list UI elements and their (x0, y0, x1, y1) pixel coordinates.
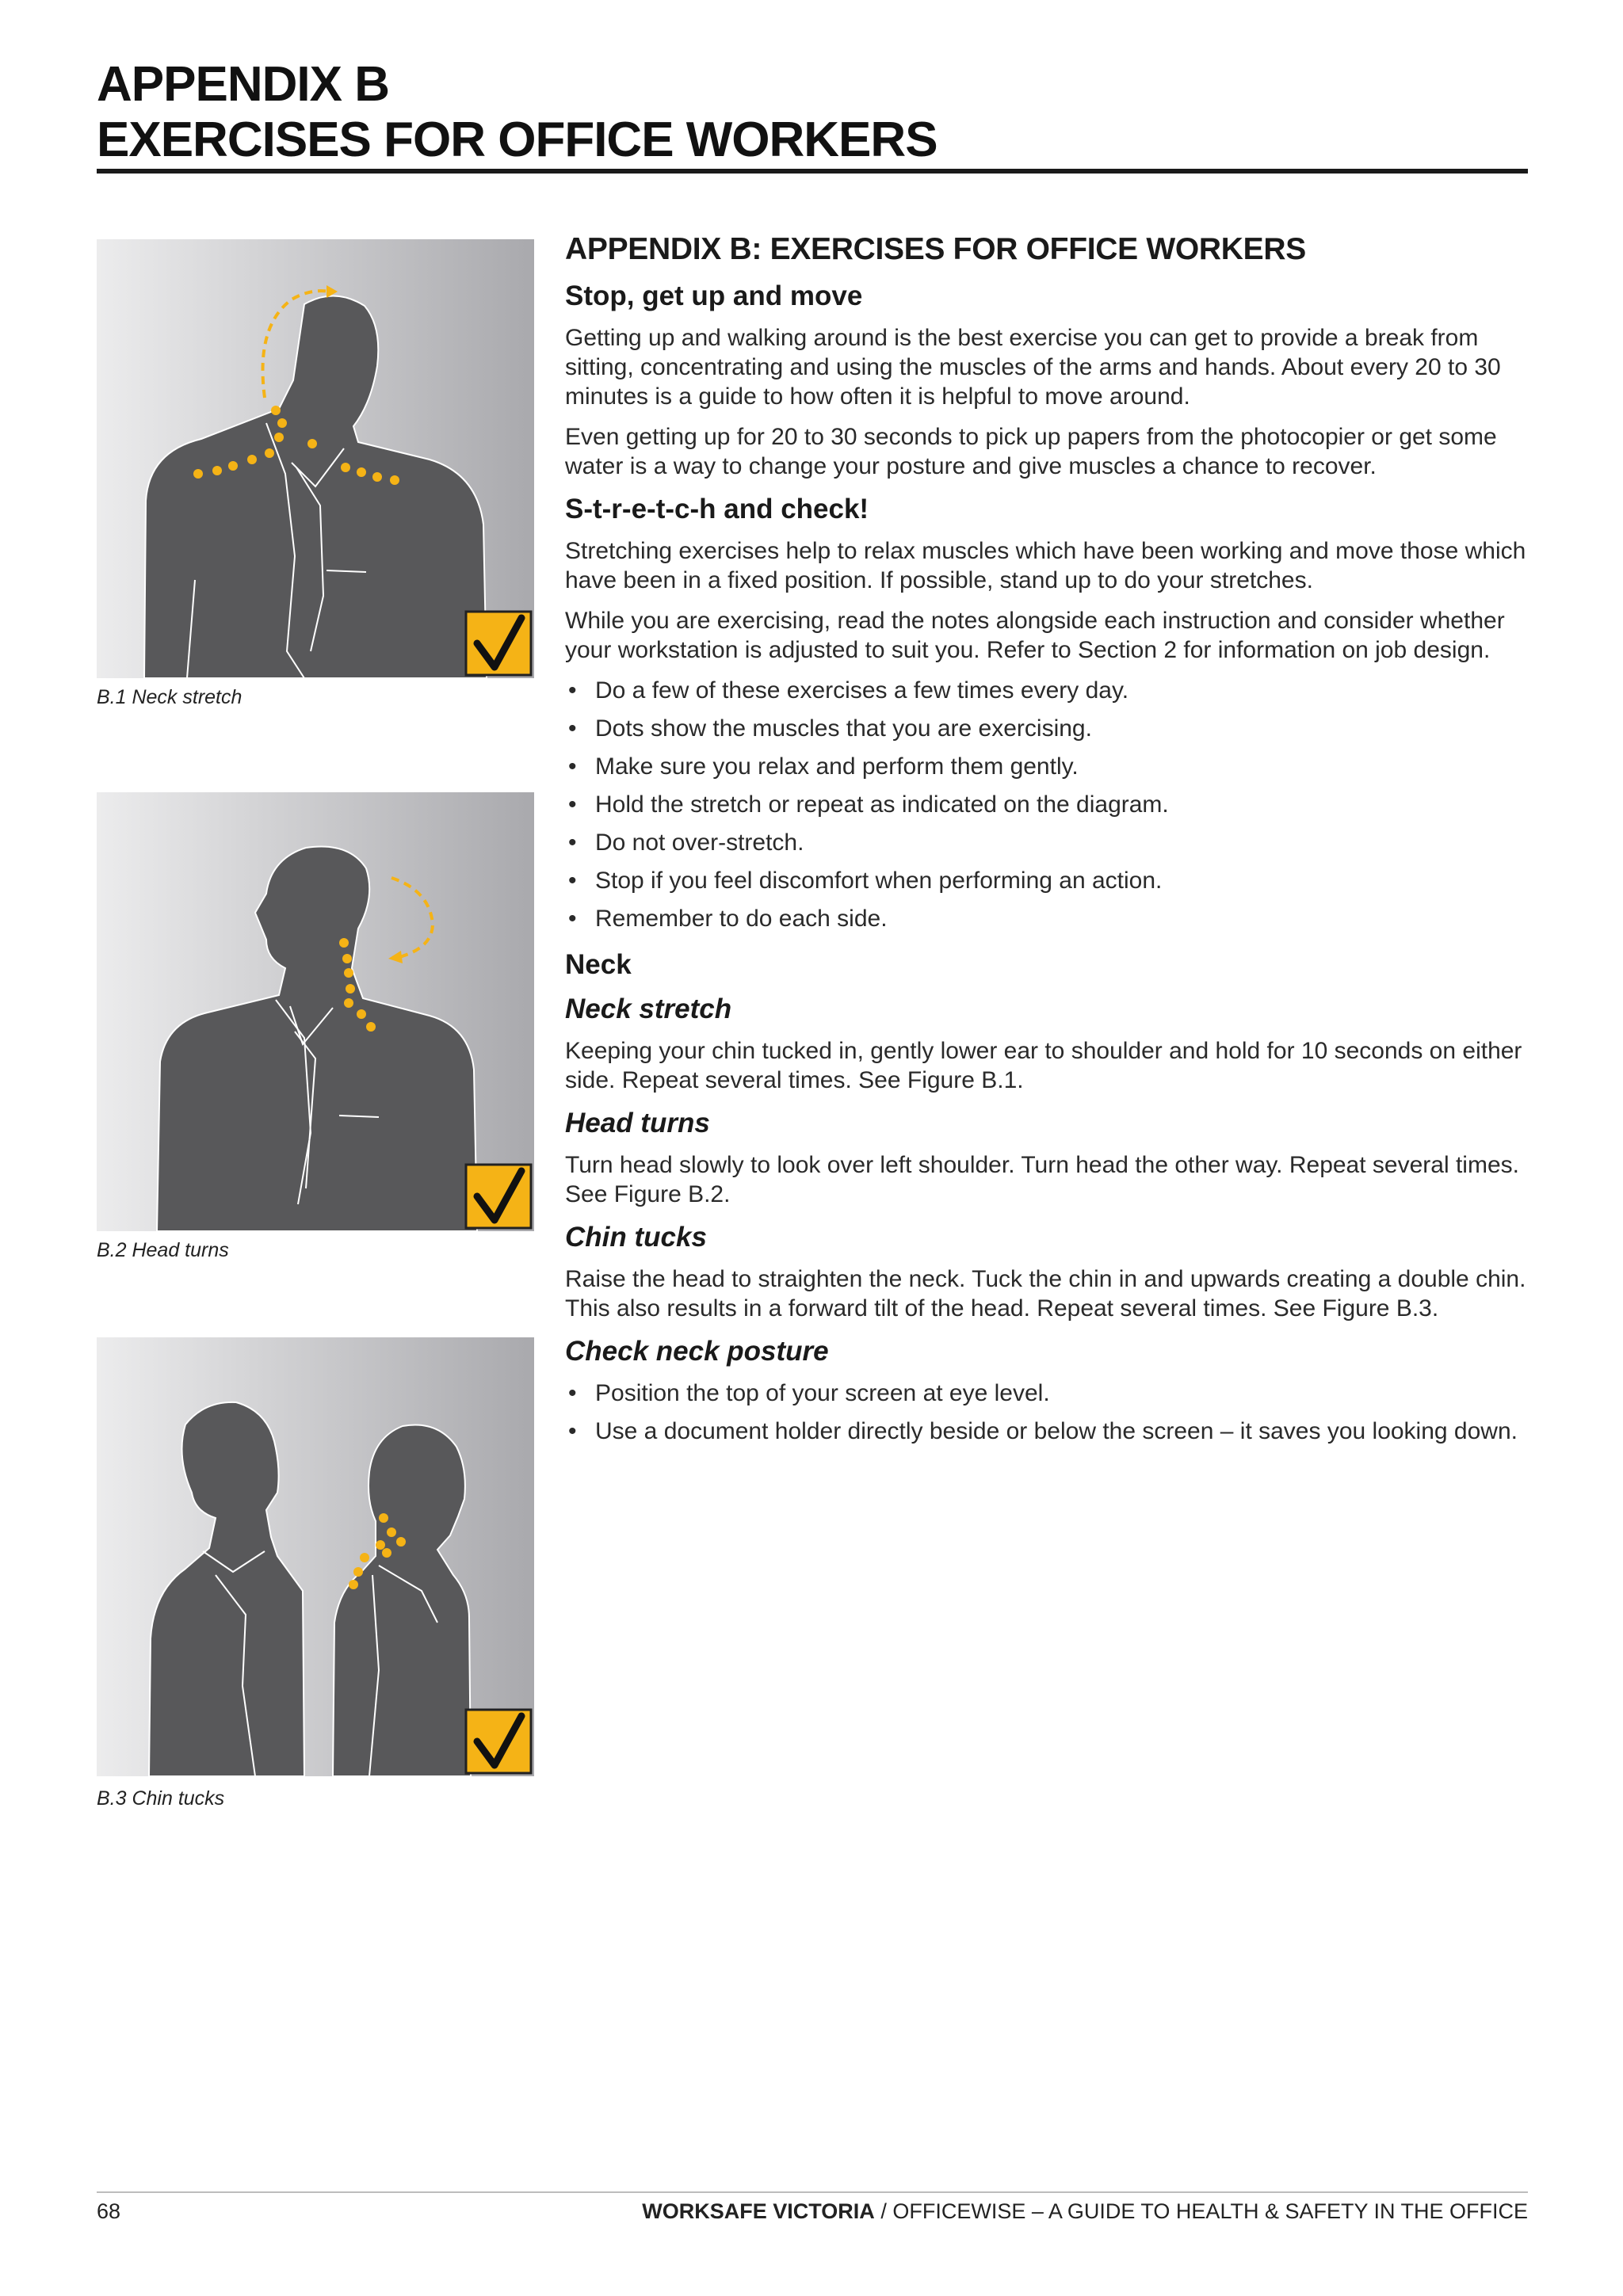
stretch-heading: S-t-r-e-t-c-h and check! (565, 494, 869, 524)
header-divider (97, 169, 1528, 174)
figure-caption-b1: B.1 Neck stretch (97, 686, 242, 708)
neck-stretch-heading: Neck stretch (565, 994, 732, 1024)
head-turns-heading: Head turns (565, 1108, 710, 1138)
check-mark-icon (466, 612, 531, 675)
main-content (565, 231, 1528, 1460)
stop-paragraph-2: Even getting up for 20 to 30 seconds to pick up papers from the photocopier or get some water is a way to change your posture and give muscles a chance to recover. (565, 424, 1497, 479)
stretch-paragraph-2: While you are exercising, read the notes alongside each instruction and consider whether your workstation is adjusted to suit you. Refer to Section 2 for information on job design. (565, 608, 1505, 663)
head-turns-illustration (97, 792, 534, 1231)
list-item: • Dots show the muscles that you are exercising. (568, 715, 1092, 742)
chin-tucks-heading: Chin tucks (565, 1222, 707, 1253)
figure-chin-tucks (97, 1337, 534, 1776)
section-heading: APPENDIX B: EXERCISES FOR OFFICE WORKERS (565, 232, 1306, 266)
stretch-paragraph-1: Stretching exercises help to relax muscles which have been working and move those which have been in a fixed position. If possible, stand up to do your stretches. (565, 538, 1526, 593)
stop-heading: Stop, get up and move (565, 280, 863, 311)
check-mark-icon (466, 1165, 531, 1228)
list-item: • Hold the stretch or repeat as indicated on the diagram. (568, 791, 1169, 818)
footer-separator: / (880, 2199, 887, 2223)
footer-publication (642, 2199, 1528, 2224)
figure-neck-stretch (97, 239, 534, 678)
list-item: • Do not over-stretch. (568, 830, 804, 856)
check-neck-posture-heading: Check neck posture (565, 1336, 829, 1367)
tips-list (565, 676, 1528, 933)
check-mark-icon (466, 1710, 531, 1773)
footer-title: OFFICEWISE – A GUIDE TO HEALTH & SAFETY IN THE OFFICE (892, 2199, 1528, 2223)
head-turns-paragraph: Turn head slowly to look over left shoulder. Turn head the other way. Repeat several times. See Figure B.2. (565, 1152, 1519, 1207)
figure-caption-b2: B.2 Head turns (97, 1239, 229, 1261)
figure-head-turns (97, 792, 534, 1231)
chin-tucks-paragraph: Raise the head to straighten the neck. Tuck the chin in and upwards creating a double chin. This also results in a forward tilt of the head. Repeat several times. See Figure B.3. (565, 1266, 1526, 1322)
figure-caption-b3: B.3 Chin tucks (97, 1787, 225, 1810)
neck-stretch-illustration (97, 239, 534, 678)
page-header (97, 57, 1528, 168)
list-item: • Use a document holder directly beside or below the screen – it saves you looking down. (568, 1418, 1518, 1444)
stop-paragraph-1: Getting up and walking around is the best exercise you can get to provide a break from sitting, concentrating and using the muscles of the arms and hands. About every 20 to 30 minutes is a guide to how often it is helpful to move around. (565, 325, 1501, 410)
list-item: • Make sure you relax and perform them gently. (568, 753, 1079, 780)
list-item: • Stop if you feel discomfort when performing an action. (568, 868, 1163, 894)
neck-heading: Neck (565, 949, 632, 980)
posture-list (565, 1379, 1528, 1446)
page-title-line1: APPENDIX B (97, 57, 389, 112)
page-title-line2: EXERCISES FOR OFFICE WORKERS (97, 113, 938, 167)
neck-stretch-paragraph: Keeping your chin tucked in, gently lower ear to shoulder and hold for 10 seconds on either side. Repeat several times. See Figure B.1. (565, 1038, 1522, 1093)
footer-divider (97, 2191, 1528, 2193)
list-item: • Do a few of these exercises a few times every day. (568, 677, 1129, 704)
list-item: • Remember to do each side. (568, 906, 888, 932)
list-item: • Position the top of your screen at eye level. (568, 1380, 1050, 1406)
footer-org: WORKSAFE VICTORIA (642, 2199, 875, 2223)
chin-tucks-illustration (97, 1337, 534, 1776)
page-number: 68 (97, 2199, 121, 2223)
